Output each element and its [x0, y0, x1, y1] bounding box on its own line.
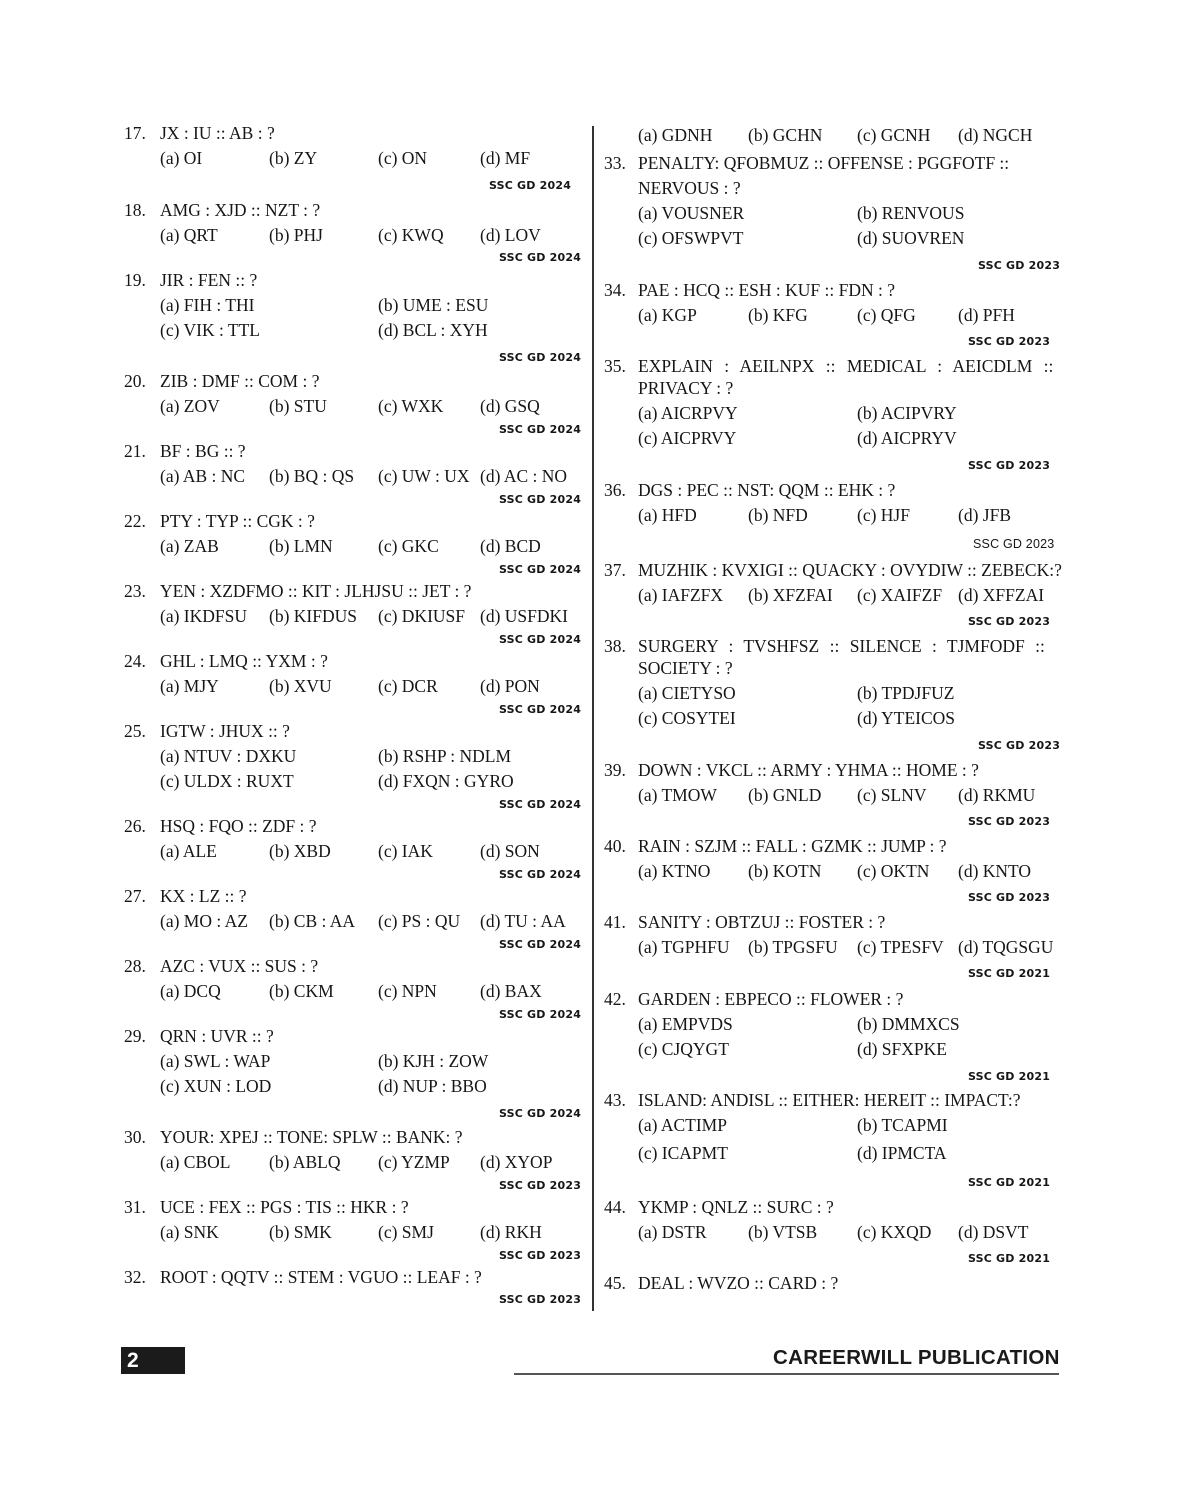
- question-number: 43.: [604, 1090, 626, 1110]
- option-c: (c) CJQYGT: [638, 1039, 729, 1059]
- exam-tag: SSC GD 2023: [968, 615, 1051, 628]
- option-d: (d) RKH: [480, 1222, 542, 1242]
- option-c: (c) DKIUSF: [378, 606, 466, 626]
- exam-tag: SSC GD 2024: [489, 179, 572, 192]
- question-text: ISLAND: ANDISL :: EITHER: HEREIT :: IMPACT:?: [638, 1090, 1021, 1110]
- option-c: (c) UW : UX: [378, 466, 470, 486]
- option-b: (b) TCAPMI: [857, 1115, 948, 1135]
- question-25: [124, 720, 584, 795]
- option-b: (b) GNLD: [748, 785, 822, 805]
- option-b: (b) RENVOUS: [857, 203, 965, 223]
- question-text: SANITY : OBTZUJ :: FOSTER : ?: [638, 912, 886, 932]
- question-text-continued: PRIVACY : ?: [638, 378, 734, 398]
- option-d: (d) GSQ: [480, 396, 540, 416]
- exam-tag: SSC GD 2023: [499, 1179, 582, 1192]
- option-c: (c) OKTN: [857, 861, 930, 881]
- option-b: (b) BQ : QS: [269, 466, 355, 486]
- question-35: [604, 355, 1064, 452]
- question-38: [604, 635, 1064, 732]
- option-a: (a) AB : NC: [160, 466, 246, 486]
- exam-tag: SSC GD 2024: [499, 423, 582, 436]
- option-b: (b) RSHP : NDLM: [378, 746, 512, 766]
- option-a: (a) QRT: [160, 225, 218, 245]
- option-c: (c) QFG: [857, 305, 916, 325]
- question-text: UCE : FEX :: PGS : TIS :: HKR : ?: [160, 1197, 409, 1217]
- option-a: (a) MJY: [160, 676, 219, 696]
- option-c: (c) NPN: [378, 981, 437, 1001]
- exam-tag: SSC GD 2021: [968, 1176, 1051, 1189]
- exam-tag: SSC GD 2023: [968, 459, 1051, 472]
- option-b: (b) ZY: [269, 148, 318, 168]
- exam-tag: SSC GD 2024: [499, 1107, 582, 1120]
- question-39: [604, 759, 1064, 809]
- option-b: (b) GCHN: [748, 125, 823, 145]
- question-number: 26.: [124, 816, 146, 836]
- option-c: (c) XAIFZF: [857, 585, 943, 605]
- question-number: 45.: [604, 1273, 626, 1293]
- option-a: (a) EMPVDS: [638, 1014, 733, 1034]
- option-a: (a) MO : AZ: [160, 911, 248, 931]
- question-number: 19.: [124, 270, 146, 290]
- question-number: 25.: [124, 721, 146, 741]
- option-c: (c) IAK: [378, 841, 433, 861]
- option-a: (a) CIETYSO: [638, 683, 736, 703]
- option-c: (c) AICPRVY: [638, 428, 737, 448]
- exam-tag: SSC GD 2024: [499, 703, 582, 716]
- option-b: (b) KOTN: [748, 861, 822, 881]
- option-c: (c) OFSWPVT: [638, 228, 744, 248]
- option-c: (c) GKC: [378, 536, 439, 556]
- exam-tag: SSC GD 2023: [968, 815, 1051, 828]
- option-b: (b) DMMXCS: [857, 1014, 960, 1034]
- exam-tag: SSC GD 2023: [973, 537, 1055, 551]
- question-26: [124, 815, 584, 865]
- option-b: (b) XFZFAI: [748, 585, 833, 605]
- question-41: [604, 911, 1064, 961]
- option-c: (c) DCR: [378, 676, 438, 696]
- question-23: [124, 580, 584, 630]
- exam-tag: SSC GD 2021: [968, 1252, 1051, 1265]
- question-number: 20.: [124, 371, 146, 391]
- option-d: (d) SON: [480, 841, 540, 861]
- exam-tag: SSC GD 2024: [499, 1008, 582, 1021]
- question-number: 22.: [124, 511, 146, 531]
- exam-tag: SSC GD 2023: [978, 739, 1061, 752]
- question-text: DOWN : VKCL :: ARMY : YHMA :: HOME : ?: [638, 760, 979, 780]
- question-36: [604, 479, 1064, 529]
- exam-tag: SSC GD 2023: [968, 335, 1051, 348]
- exam-tag: SSC GD 2021: [968, 967, 1051, 980]
- question-number: 40.: [604, 836, 626, 856]
- question-number: 31.: [124, 1197, 146, 1217]
- option-a: (a) KTNO: [638, 861, 711, 881]
- question-21: [124, 440, 584, 490]
- option-b: (b) CKM: [269, 981, 334, 1001]
- question-text: YEN : XZDFMO :: KIT : JLHJSU :: JET : ?: [160, 581, 472, 601]
- option-c: (c) PS : QU: [378, 911, 461, 931]
- option-d: (d) USFDKI: [480, 606, 568, 626]
- question-number: 28.: [124, 956, 146, 976]
- option-a: (a) IAFZFX: [638, 585, 724, 605]
- option-a: (a) SWL : WAP: [160, 1051, 271, 1071]
- option-b: (b) TPGSFU: [748, 937, 838, 957]
- option-d: (d) TQGSGU: [958, 937, 1054, 957]
- question-number: 27.: [124, 886, 146, 906]
- option-b: (b) ACIPVRY: [857, 403, 957, 423]
- question-text: DEAL : WVZO :: CARD : ?: [638, 1273, 839, 1293]
- question-text: ZIB : DMF :: COM : ?: [160, 371, 320, 391]
- option-a: (a) NTUV : DXKU: [160, 746, 297, 766]
- question-number: 17.: [124, 123, 146, 143]
- question-28: [124, 955, 584, 1005]
- option-d: (d) PFH: [958, 305, 1015, 325]
- exam-tag: SSC GD 2024: [499, 868, 582, 881]
- option-a: (a) ALE: [160, 841, 217, 861]
- option-a: (a) AICRPVY: [638, 403, 738, 423]
- exam-tag: SSC GD 2024: [499, 938, 582, 951]
- question-30: [124, 1126, 584, 1176]
- question-text: GHL : LMQ :: YXM : ?: [160, 651, 328, 671]
- option-d: (d) BAX: [480, 981, 542, 1001]
- option-a: (a) SNK: [160, 1222, 219, 1242]
- option-d: (d) SFXPKE: [857, 1039, 947, 1059]
- option-b: (b) PHJ: [269, 225, 323, 245]
- question-number: 41.: [604, 912, 626, 932]
- question-number: 21.: [124, 441, 146, 461]
- option-d: (d) KNTO: [958, 861, 1032, 881]
- option-c: (c) WXK: [378, 396, 444, 416]
- question-32-options: [604, 124, 1064, 149]
- question-text: YKMP : QNLZ :: SURC : ?: [638, 1197, 834, 1217]
- option-b: (b) KIFDUS: [269, 606, 357, 626]
- option-d: (d) YTEICOS: [857, 708, 956, 728]
- option-a: (a) VOUSNER: [638, 203, 745, 223]
- question-20: [124, 370, 584, 420]
- question-33: [604, 152, 1064, 252]
- question-text: JX : IU :: AB : ?: [160, 123, 275, 143]
- question-29: [124, 1025, 584, 1100]
- option-c: (c) XUN : LOD: [160, 1076, 272, 1096]
- exam-tag: SSC GD 2021: [968, 1070, 1051, 1083]
- option-d: (d) TU : AA: [480, 911, 566, 931]
- question-42: [604, 988, 1064, 1063]
- question-text: AMG : XJD :: NZT : ?: [160, 200, 321, 220]
- option-a: (a) HFD: [638, 505, 697, 525]
- question-32: [124, 1266, 584, 1288]
- option-c: (c) ULDX : RUXT: [160, 771, 294, 791]
- question-text: JIR : FEN :: ?: [160, 270, 258, 290]
- question-40: [604, 835, 1064, 885]
- option-c: (c) TPESFV: [857, 937, 944, 957]
- option-d: (d) FXQN : GYRO: [378, 771, 514, 791]
- question-text: PTY : TYP :: CGK : ?: [160, 511, 315, 531]
- question-45: [604, 1272, 1064, 1294]
- option-d: (d) DSVT: [958, 1222, 1029, 1242]
- option-d: (d) BCL : XYH: [378, 320, 488, 340]
- question-number: 23.: [124, 581, 146, 601]
- question-text: HSQ : FQO :: ZDF : ?: [160, 816, 317, 836]
- option-a: (a) DSTR: [638, 1222, 707, 1242]
- question-text: PENALTY: QFOBMUZ :: OFFENSE : PGGFOTF ::: [638, 153, 1010, 173]
- question-number: 37.: [604, 560, 626, 580]
- option-a: (a) CBOL: [160, 1152, 231, 1172]
- option-d: (d) IPMCTA: [857, 1143, 947, 1163]
- option-b: (b) TPDJFUZ: [857, 683, 955, 703]
- question-17: [124, 122, 584, 172]
- option-a: (a) GDNH: [638, 125, 713, 145]
- option-c: (c) VIK : TTL: [160, 320, 260, 340]
- exam-tag: SSC GD 2024: [499, 563, 582, 576]
- option-c: (c) GCNH: [857, 125, 931, 145]
- question-text: GARDEN : EBPECO :: FLOWER : ?: [638, 989, 904, 1009]
- question-text: EXPLAIN : AEILNPX :: MEDICAL : AEICDLM ::: [638, 356, 1054, 376]
- question-text: KX : LZ :: ?: [160, 886, 247, 906]
- option-b: (b) XVU: [269, 676, 332, 696]
- exam-tag: SSC GD 2024: [499, 351, 582, 364]
- option-c: (c) HJF: [857, 505, 910, 525]
- question-text: SURGERY : TVSHFSZ :: SILENCE : TJMFODF ::: [638, 636, 1045, 656]
- option-d: (d) NGCH: [958, 125, 1033, 145]
- option-b: (b) ABLQ: [269, 1152, 341, 1172]
- question-text-continued: NERVOUS : ?: [638, 178, 741, 198]
- question-27: [124, 885, 584, 935]
- question-text: ROOT : QQTV :: STEM : VGUO :: LEAF : ?: [160, 1267, 482, 1287]
- question-number: 44.: [604, 1197, 626, 1217]
- option-c: (c) ICAPMT: [638, 1143, 728, 1163]
- option-b: (b) NFD: [748, 505, 808, 525]
- question-number: 18.: [124, 200, 146, 220]
- page-number: 2: [127, 1349, 139, 1372]
- option-a: (a) ZOV: [160, 396, 220, 416]
- option-c: (c) KWQ: [378, 225, 444, 245]
- option-b: (b) STU: [269, 396, 327, 416]
- exam-tag: SSC GD 2023: [499, 1293, 582, 1306]
- question-number: 38.: [604, 636, 626, 656]
- footer-rule: [514, 1373, 1059, 1375]
- question-number: 36.: [604, 480, 626, 500]
- question-number: 34.: [604, 280, 626, 300]
- exam-tag: SSC GD 2023: [978, 259, 1061, 272]
- exam-tag: SSC GD 2024: [499, 798, 582, 811]
- option-a: (a) ZAB: [160, 536, 219, 556]
- column-divider: [592, 126, 594, 1311]
- exam-tag: SSC GD 2024: [499, 251, 582, 264]
- question-text: DGS : PEC :: NST: QQM :: EHK : ?: [638, 480, 896, 500]
- option-b: (b) SMK: [269, 1222, 332, 1242]
- option-d: (d) BCD: [480, 536, 541, 556]
- option-c: (c) COSYTEI: [638, 708, 736, 728]
- option-d: (d) RKMU: [958, 785, 1036, 805]
- option-d: (d) LOV: [480, 225, 541, 245]
- question-text: MUZHIK : KVXIGI :: QUACKY : OVYDIW :: ZEBECK:?: [638, 560, 1062, 580]
- option-b: (b) VTSB: [748, 1222, 818, 1242]
- option-b: (b) UME : ESU: [378, 295, 489, 315]
- option-c: (c) ON: [378, 148, 428, 168]
- exam-tag: SSC GD 2024: [499, 493, 582, 506]
- option-a: (a) IKDFSU: [160, 606, 248, 626]
- question-43: [604, 1089, 1064, 1167]
- question-text: YOUR: XPEJ :: TONE: SPLW :: BANK: ?: [160, 1127, 463, 1147]
- exam-tag: SSC GD 2023: [968, 891, 1051, 904]
- option-d: (d) AC : NO: [480, 466, 568, 486]
- option-a: (a) TGPHFU: [638, 937, 730, 957]
- option-b: (b) KJH : ZOW: [378, 1051, 489, 1071]
- option-c: (c) YZMP: [378, 1152, 450, 1172]
- question-19: [124, 269, 584, 344]
- option-d: (d) MF: [480, 148, 531, 168]
- option-d: (d) NUP : BBO: [378, 1076, 487, 1096]
- question-number: 35.: [604, 356, 626, 376]
- question-number: 29.: [124, 1026, 146, 1046]
- exam-tag: SSC GD 2023: [499, 1249, 582, 1262]
- question-number: 39.: [604, 760, 626, 780]
- question-number: 42.: [604, 989, 626, 1009]
- option-b: (b) XBD: [269, 841, 331, 861]
- exam-tag: SSC GD 2024: [499, 633, 582, 646]
- question-number: 24.: [124, 651, 146, 671]
- question-44: [604, 1196, 1064, 1246]
- option-a: (a) KGP: [638, 305, 697, 325]
- question-text: PAE : HCQ :: ESH : KUF :: FDN : ?: [638, 280, 896, 300]
- question-text: BF : BG :: ?: [160, 441, 246, 461]
- question-number: 30.: [124, 1127, 146, 1147]
- option-a: (a) FIH : THI: [160, 295, 255, 315]
- option-b: (b) CB : AA: [269, 911, 356, 931]
- option-d: (d) PON: [480, 676, 540, 696]
- option-b: (b) KFG: [748, 305, 808, 325]
- option-b: (b) LMN: [269, 536, 333, 556]
- question-37: [604, 559, 1064, 609]
- question-22: [124, 510, 584, 560]
- option-a: (a) ACTIMP: [638, 1115, 727, 1135]
- question-number: 32.: [124, 1267, 146, 1287]
- publisher-name: CAREERWILL PUBLICATION: [773, 1346, 1060, 1369]
- question-24: [124, 650, 584, 700]
- option-c: (c) SMJ: [378, 1222, 434, 1242]
- question-34: [604, 279, 1064, 329]
- question-number: 33.: [604, 153, 626, 173]
- option-d: (d) SUOVREN: [857, 228, 965, 248]
- option-c: (c) SLNV: [857, 785, 927, 805]
- question-18: [124, 199, 584, 249]
- question-text-continued: SOCIETY : ?: [638, 658, 733, 678]
- question-text: AZC : VUX :: SUS : ?: [160, 956, 319, 976]
- option-a: (a) TMOW: [638, 785, 717, 805]
- option-a: (a) DCQ: [160, 981, 221, 1001]
- option-a: (a) OI: [160, 148, 203, 168]
- question-31: [124, 1196, 584, 1246]
- option-d: (d) JFB: [958, 505, 1011, 525]
- option-c: (c) KXQD: [857, 1222, 932, 1242]
- option-d: (d) AICPRYV: [857, 428, 957, 448]
- question-text: RAIN : SZJM :: FALL : GZMK :: JUMP : ?: [638, 836, 947, 856]
- option-d: (d) XFFZAI: [958, 585, 1045, 605]
- option-d: (d) XYOP: [480, 1152, 553, 1172]
- question-text: IGTW : JHUX :: ?: [160, 721, 290, 741]
- question-text: QRN : UVR :: ?: [160, 1026, 274, 1046]
